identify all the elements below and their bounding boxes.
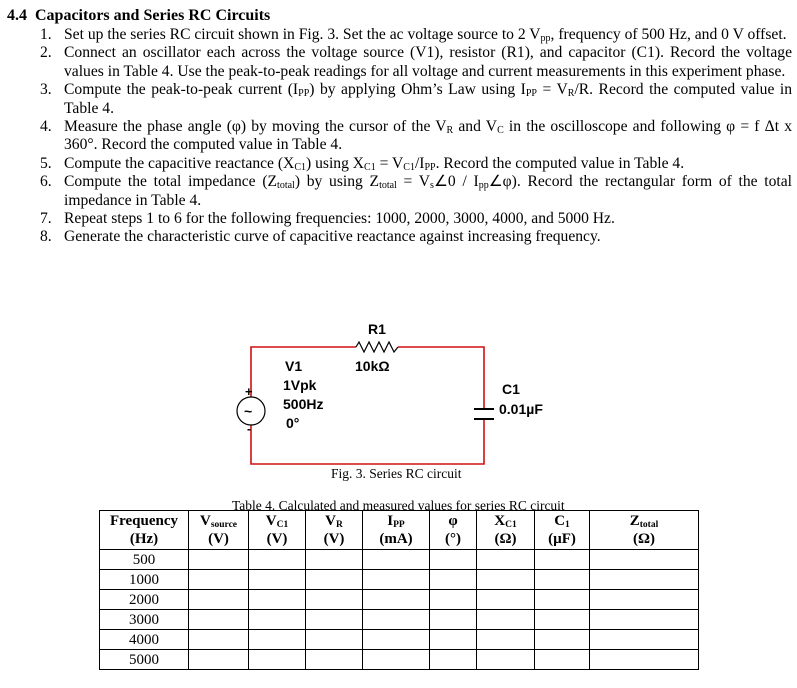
- step-text: ) by using Z: [294, 173, 380, 191]
- blank-entry-cell: [590, 590, 699, 610]
- procedure-step: [0, 26, 792, 44]
- blank-entry-cell: [535, 650, 590, 670]
- blank-entry-cell: [189, 630, 249, 650]
- header-main: X: [494, 513, 506, 529]
- header-subscript: C1: [505, 520, 517, 530]
- step-subscript: PP: [525, 88, 537, 100]
- blank-entry-cell: [249, 590, 306, 610]
- step-text: in the oscilloscope and following φ = f Δt x 360°. Record the computed value in Table 4.: [64, 118, 792, 154]
- blank-entry-cell: [430, 570, 477, 590]
- table-header-cell: [100, 511, 189, 550]
- step-subscript: total: [379, 180, 397, 192]
- step-text: , frequency of 500 Hz, and 0 V offset.: [550, 26, 787, 43]
- blank-entry-cell: [306, 650, 363, 670]
- table-row: [100, 570, 699, 590]
- source-frequency-label: 500Hz: [283, 396, 324, 412]
- blank-entry-cell: [477, 590, 535, 610]
- resistor-name-label: R1: [368, 321, 386, 337]
- ac-tilde-icon: ~: [244, 403, 253, 419]
- table-row: [100, 650, 699, 670]
- frequency-cell: 2000: [100, 590, 189, 610]
- blank-entry-cell: [189, 550, 249, 570]
- header-main: φ: [448, 513, 458, 529]
- header-subscript: source: [210, 520, 238, 530]
- header-main: V: [265, 513, 277, 529]
- header-unit: (Hz): [129, 531, 159, 547]
- blank-entry-cell: [535, 550, 590, 570]
- step-subscript: pp: [478, 180, 489, 192]
- step-text: Set up the series RC circuit shown in Fig. 3. Set the ac voltage source to 2 V: [64, 26, 541, 43]
- blank-entry-cell: [535, 610, 590, 630]
- table-row: [100, 590, 699, 610]
- table-caption: Table 4. Calculated and measured values for series RC circuit: [232, 498, 565, 513]
- table-header-cell: [363, 511, 430, 550]
- blank-entry-cell: [477, 610, 535, 630]
- table-header-cell: [249, 511, 306, 550]
- blank-entry-cell: [189, 650, 249, 670]
- blank-entry-cell: [249, 650, 306, 670]
- measurement-table: [99, 510, 699, 670]
- table-header-cell: [535, 511, 590, 550]
- step-subscript: R: [567, 88, 575, 100]
- source-name-label: V1: [285, 358, 303, 374]
- step-subscript: R: [446, 125, 454, 137]
- procedure-step: [0, 210, 792, 228]
- step-text: Compute the capacitive reactance (X: [64, 154, 295, 172]
- header-unit: (Ω): [632, 531, 655, 547]
- capacitor-name-label: C1: [502, 381, 520, 397]
- table-row: [100, 550, 699, 570]
- step-subscript: C1: [403, 161, 415, 173]
- blank-entry-cell: [430, 650, 477, 670]
- blank-entry-cell: [477, 550, 535, 570]
- blank-entry-cell: [430, 610, 477, 630]
- step-subscript: pp: [540, 33, 551, 44]
- step-text: Measure the phase angle (φ) by moving the cursor of the V: [64, 118, 447, 136]
- resistor-value-label: 10kΩ: [355, 358, 390, 374]
- header-main: V: [199, 513, 211, 529]
- header-subscript: C1: [276, 520, 289, 530]
- header-unit: (V): [323, 531, 345, 547]
- step-subscript: C1: [364, 161, 376, 173]
- capacitor-value-label: 0.01µF: [499, 401, 543, 417]
- procedure-step: [0, 173, 792, 210]
- step-text: /I: [414, 154, 425, 172]
- blank-entry-cell: [477, 630, 535, 650]
- procedure-step: [0, 44, 792, 81]
- source-phase-label: 0°: [286, 415, 300, 431]
- resistor-symbol: [356, 342, 398, 352]
- blank-entry-cell: [477, 570, 535, 590]
- blank-entry-cell: [590, 550, 699, 570]
- step-text: = V: [375, 154, 404, 172]
- step-text: ) using X: [306, 154, 365, 172]
- blank-entry-cell: [306, 630, 363, 650]
- header-unit: (V): [208, 531, 229, 547]
- step-number: 6.: [40, 173, 52, 191]
- table-header-cell: [477, 511, 535, 550]
- step-text: . Record the computed value in Table 4.: [435, 154, 685, 172]
- figure-caption: Fig. 3. Series RC circuit: [331, 466, 462, 481]
- blank-entry-cell: [363, 570, 430, 590]
- step-number: 4.: [40, 118, 52, 136]
- header-subscript: PP: [393, 520, 405, 530]
- blank-entry-cell: [430, 630, 477, 650]
- step-subscript: PP: [298, 88, 310, 100]
- frequency-cell: 4000: [100, 630, 189, 650]
- step-text: ) by applying Ohm’s Law using I: [309, 81, 526, 99]
- step-number: 1.: [40, 26, 52, 43]
- step-text: = V: [396, 173, 431, 191]
- blank-entry-cell: [306, 550, 363, 570]
- table-header-row: [100, 511, 699, 550]
- step-text: = V: [537, 81, 568, 99]
- blank-entry-cell: [306, 610, 363, 630]
- step-text: Compute the peak-to-peak current (I: [64, 81, 299, 99]
- table-row: [100, 610, 699, 630]
- blank-entry-cell: [477, 650, 535, 670]
- header-unit: (mA): [379, 531, 413, 547]
- table-body: [100, 550, 699, 670]
- blank-entry-cell: [363, 630, 430, 650]
- frequency-cell: 500: [100, 550, 189, 570]
- frequency-cell: 5000: [100, 650, 189, 670]
- step-number: 3.: [40, 81, 52, 99]
- source-minus-sign: -: [247, 422, 251, 436]
- step-text: Connect an oscillator each across the voltage source (V1), resistor (R1), and capacitor (C1). Record the voltage values in Table 4. Use the peak-to-peak readings for all voltage and current measurements in this experiment phase.: [64, 44, 792, 80]
- header-main: I: [387, 513, 394, 529]
- step-subscript: C1: [294, 161, 306, 173]
- header-unit: (µF): [548, 531, 576, 547]
- header-subscript: 1: [565, 520, 570, 530]
- frequency-cell: 3000: [100, 610, 189, 630]
- blank-entry-cell: [306, 570, 363, 590]
- step-text: Compute the total impedance (Z: [64, 173, 278, 191]
- table-header-cell: [306, 511, 363, 550]
- blank-entry-cell: [249, 610, 306, 630]
- step-subscript: C: [497, 125, 504, 137]
- series-rc-circuit-diagram: [230, 315, 550, 467]
- blank-entry-cell: [249, 570, 306, 590]
- blank-entry-cell: [363, 610, 430, 630]
- step-number: 2.: [40, 44, 52, 62]
- header-main: Frequency: [109, 513, 179, 529]
- table-row: [100, 630, 699, 650]
- procedure-steps: [0, 26, 792, 247]
- blank-entry-cell: [189, 610, 249, 630]
- blank-entry-cell: [430, 590, 477, 610]
- blank-entry-cell: [535, 590, 590, 610]
- procedure-step: [0, 118, 792, 155]
- blank-entry-cell: [590, 630, 699, 650]
- step-text: and V: [453, 118, 498, 136]
- blank-entry-cell: [363, 590, 430, 610]
- step-subscript: total: [277, 180, 295, 192]
- capacitor-symbol: [474, 409, 494, 419]
- blank-entry-cell: [430, 550, 477, 570]
- header-unit: (V): [266, 531, 288, 547]
- step-text: Generate the characteristic curve of capacitive reactance against increasing frequency.: [64, 228, 601, 246]
- header-unit: (Ω): [494, 531, 517, 547]
- blank-entry-cell: [189, 590, 249, 610]
- header-unit: (°): [445, 531, 461, 547]
- header-main: V: [325, 513, 336, 529]
- section-title: Capacitors and Series RC Circuits: [35, 7, 271, 24]
- blank-entry-cell: [535, 630, 590, 650]
- blank-entry-cell: [306, 590, 363, 610]
- blank-entry-cell: [590, 610, 699, 630]
- procedure-step: [0, 228, 792, 246]
- step-number: 5.: [40, 154, 52, 172]
- table-header-cell: [590, 511, 699, 550]
- header-subscript: R: [335, 520, 343, 530]
- table-header-cell: [189, 511, 249, 550]
- source-amplitude-label: 1Vpk: [283, 377, 317, 393]
- step-number: 8.: [40, 228, 52, 246]
- section-heading: [7, 7, 270, 25]
- blank-entry-cell: [189, 570, 249, 590]
- header-main: Z: [629, 513, 640, 529]
- step-subscript: PP: [424, 161, 436, 173]
- header-subscript: total: [639, 520, 659, 530]
- frequency-cell: 1000: [100, 570, 189, 590]
- step-text: Repeat steps 1 to 6 for the following frequencies: 1000, 2000, 3000, 4000, and 5000 Hz.: [64, 210, 615, 228]
- blank-entry-cell: [363, 550, 430, 570]
- section-number: 4.4: [7, 7, 27, 24]
- header-main: C: [554, 513, 566, 529]
- blank-entry-cell: [535, 570, 590, 590]
- source-plus-sign: +: [245, 384, 253, 399]
- blank-entry-cell: [363, 650, 430, 670]
- table-header-cell: [430, 511, 477, 550]
- step-subscript: s: [430, 180, 434, 192]
- step-text: ∠0 / I: [433, 173, 479, 191]
- blank-entry-cell: [590, 650, 699, 670]
- procedure-step: [0, 155, 792, 173]
- step-text: /R. Record the computed value in Table 4.: [64, 81, 793, 117]
- blank-entry-cell: [249, 550, 306, 570]
- step-text: ∠φ). Record the rectangular form of the total impedance in Table 4.: [64, 173, 792, 209]
- blank-entry-cell: [249, 630, 306, 650]
- blank-entry-cell: [590, 570, 699, 590]
- step-number: 7.: [40, 210, 52, 228]
- procedure-step: [0, 81, 792, 118]
